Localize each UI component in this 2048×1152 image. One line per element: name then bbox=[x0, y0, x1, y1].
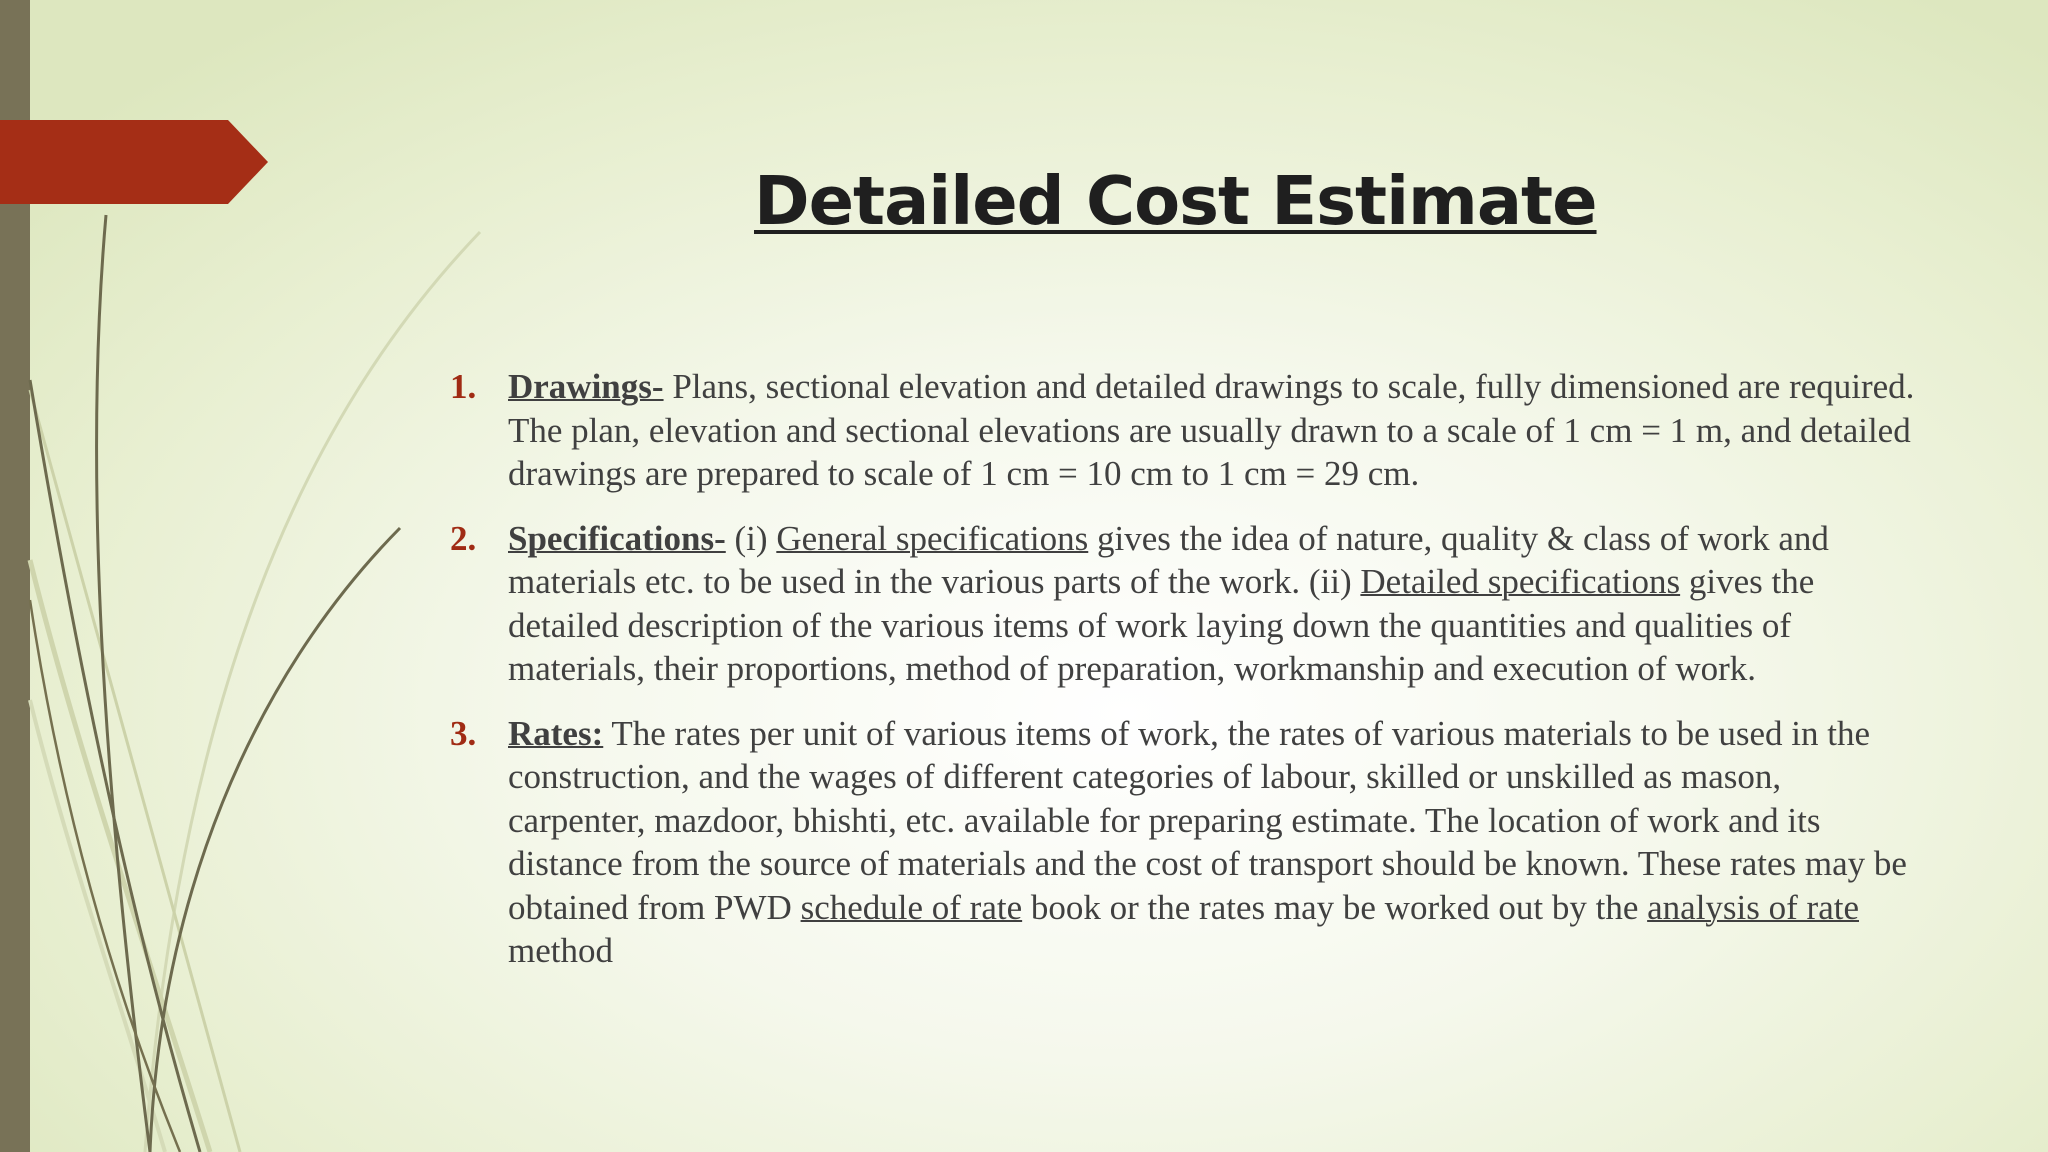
item-text: method bbox=[508, 931, 613, 970]
item-text: book or the rates may be worked out by the bbox=[1022, 887, 1648, 927]
accent-arrow bbox=[0, 120, 268, 204]
general-specifications-link: General specifications bbox=[776, 518, 1089, 558]
list-item-rates bbox=[450, 712, 1918, 973]
item-list bbox=[450, 365, 1918, 994]
list-item-drawings bbox=[450, 365, 1918, 496]
slide-title: Detailed Cost Estimate bbox=[754, 162, 1597, 240]
item-term: Specifications- bbox=[508, 518, 726, 558]
list-item-specifications bbox=[450, 517, 1918, 691]
item-text: (i) bbox=[725, 518, 777, 558]
item-number: 1. bbox=[450, 367, 477, 406]
item-text: gives the detailed description of the various items of work laying down the quantities and qualities of materials, their proportions, method of preparation, workmanship and execution of work. bbox=[508, 562, 1815, 688]
detailed-specifications-link: Detailed specifications bbox=[1360, 562, 1681, 601]
item-number: 3. bbox=[450, 713, 477, 753]
decorative-curves bbox=[0, 0, 520, 1152]
item-text: gives the idea of nature, quality & class of work and materials etc. to be used in the various parts of the work. (ii) bbox=[508, 518, 1829, 601]
item-number: 2. bbox=[450, 518, 477, 558]
item-text: The rates per unit of various items of work, the rates of various materials to be used in the construction, and the wages of different categories of labour, skilled or unskilled as mason, carpenter, mazdoor, bhishti, etc. available for preparing estimate. The location of work and its distance from the source of materials and the cost of transport should be known. These rates may be obtained from PWD bbox=[508, 713, 1907, 927]
item-term: Drawings- bbox=[508, 367, 664, 406]
analysis-of-rate-link: analysis of rate bbox=[1647, 887, 1859, 927]
schedule-of-rate-link: schedule of rate bbox=[800, 887, 1023, 927]
item-text: Plans, sectional elevation and detailed drawings to scale, fully dimensioned are required. The plan, elevation and sectional elevations are usually drawn to a scale of 1 cm = 1 m, and detailed drawings are prepared to scale of 1 cm = 10 cm to 1 cm = 29 cm. bbox=[508, 367, 1915, 493]
item-term: Rates: bbox=[508, 713, 604, 753]
